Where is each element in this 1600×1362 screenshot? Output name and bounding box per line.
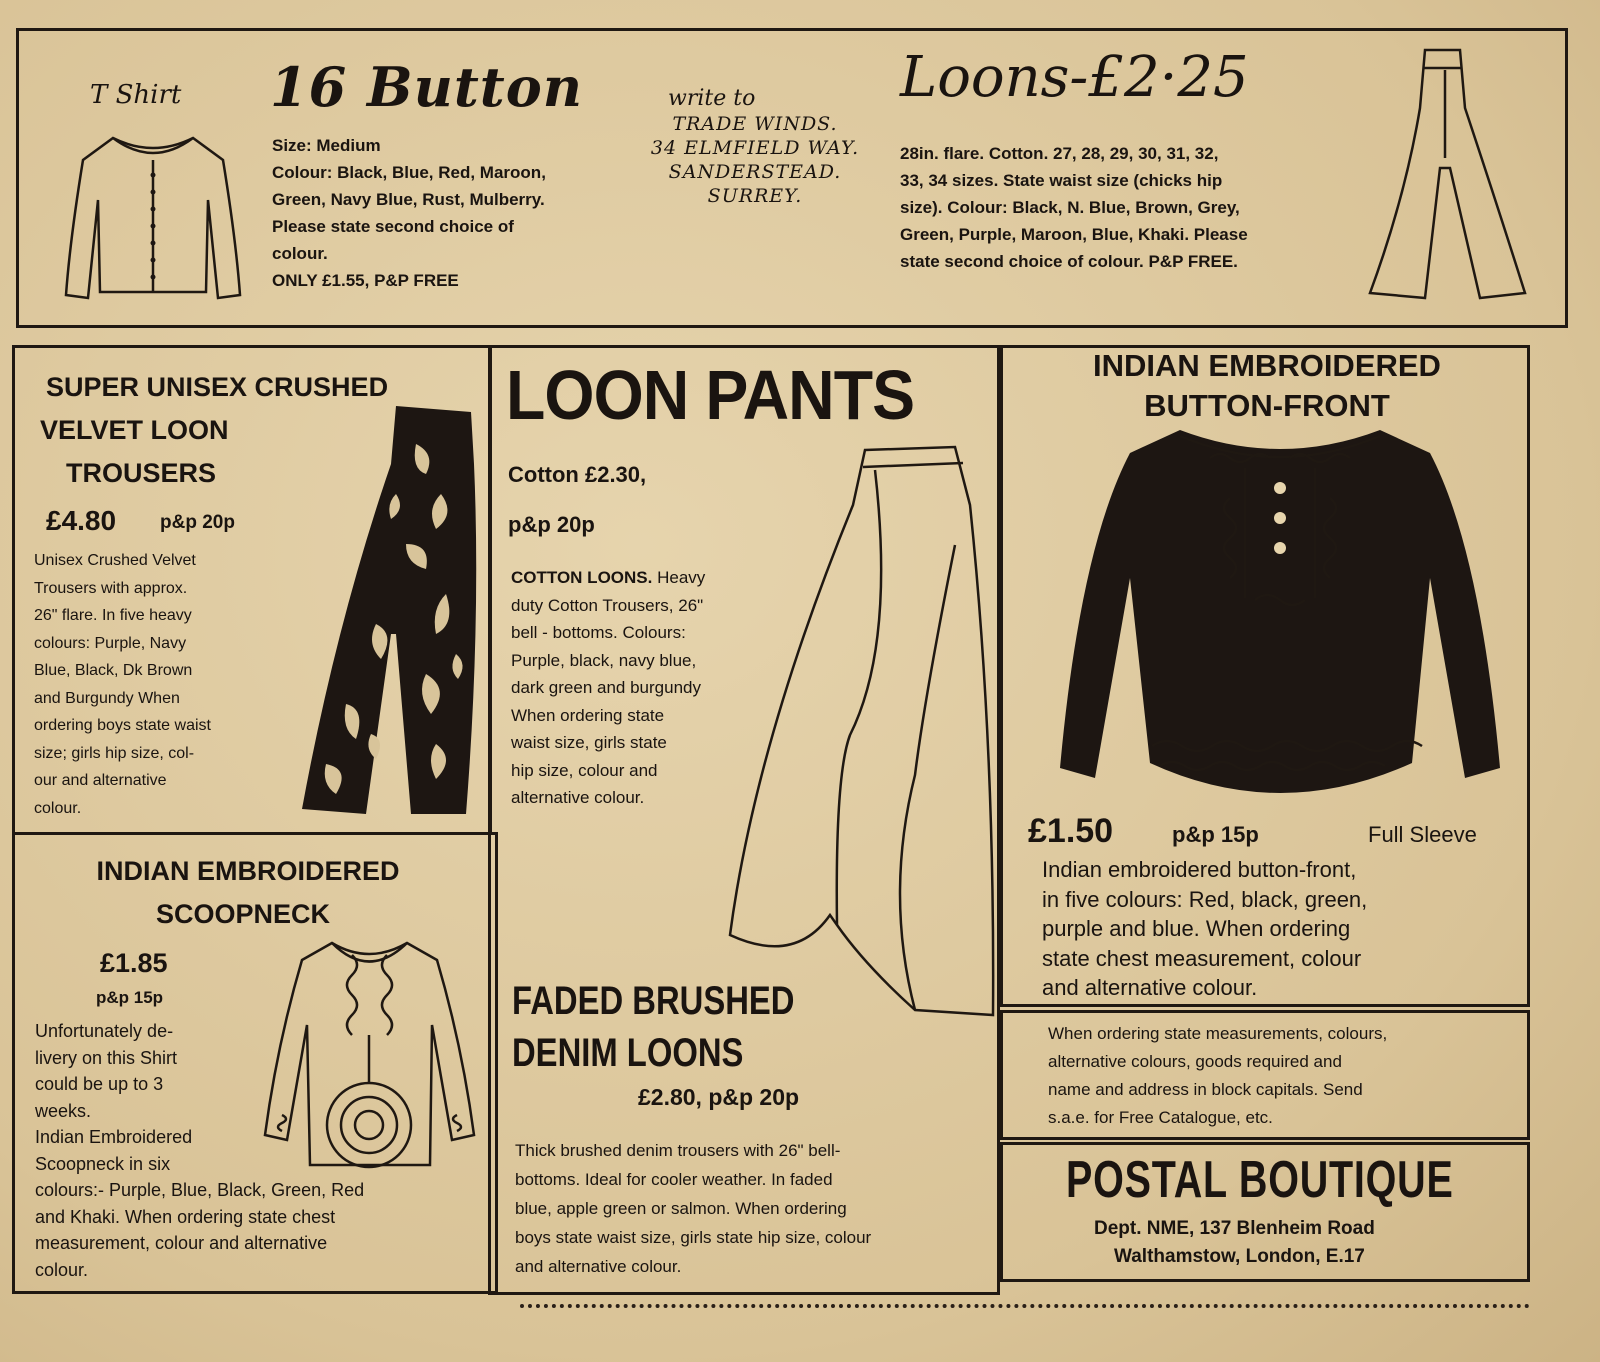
denim-title: [512, 975, 794, 1079]
button-front-pp: p&p 15p: [1172, 822, 1259, 847]
ordering-note-line: alternative colours, goods required and: [1048, 1052, 1342, 1071]
button-front-shirt-illustration: [1060, 428, 1500, 813]
scoopneck-body-line: Unfortunately de-: [35, 1021, 174, 1041]
write-to-label: write to: [668, 86, 756, 111]
denim-body-line: Thick brushed denim trousers with 26" bell-: [515, 1141, 841, 1160]
button-front-body-line: in five colours: Red, black, green,: [1042, 886, 1368, 912]
denim-title-line: DENIM LOONS: [512, 1031, 744, 1075]
button-front-body-line: and alternative colour.: [1042, 975, 1258, 1000]
loon-pants-body-line: waist size, girls state: [511, 733, 667, 752]
loon-pants-price: Cotton £2.30,: [508, 462, 647, 487]
postal-boutique-name: POSTAL BOUTIQUE: [1066, 1151, 1454, 1209]
denim-body: [515, 1136, 993, 1281]
loon-pants-body-line: alternative colour.: [511, 788, 645, 807]
velvet-body-line: colour.: [34, 799, 82, 817]
loon-pants-illustration: [725, 445, 1000, 1025]
scoopneck-body-line: measurement, colour and alternative: [35, 1233, 328, 1253]
mail-address: [640, 112, 870, 208]
loon-pants-body-line: When ordering state: [511, 705, 665, 725]
scoopneck-title-line: INDIAN EMBROIDERED: [96, 856, 400, 886]
button-front-title-line: BUTTON-FRONT: [1144, 388, 1390, 423]
postal-boutique-address-2: Walthamstow, London, E.17: [1114, 1246, 1365, 1267]
button-detail-line: Green, Navy Blue, Rust, Mulberry.: [272, 190, 545, 209]
loons-detail-line: 33, 34 sizes. State waist size (chicks hip: [900, 171, 1223, 190]
loons-title: Loons-£2·25: [900, 45, 1249, 110]
loon-pants-body-line: Heavy: [657, 568, 706, 587]
button-front-price: £1.50: [1028, 812, 1114, 850]
scoopneck-body-line: could be up to 3: [35, 1074, 164, 1094]
velvet-body-line: Trousers with approx.: [34, 579, 188, 597]
loons-detail-line: state second choice of colour. P&P FREE.: [900, 252, 1238, 271]
loon-pants-body-lead: COTTON LOONS.: [511, 568, 653, 587]
scoopneck-body-line: Scoopneck in six: [35, 1153, 171, 1174]
button-detail-line: Please state second choice of: [272, 217, 514, 236]
velvet-body-line: Blue, Black, Dk Brown: [34, 662, 193, 679]
denim-body-line: bottoms. Ideal for cooler weather. In faded: [515, 1170, 833, 1189]
loons-detail-line: Green, Purple, Maroon, Blue, Khaki. Please: [900, 225, 1248, 244]
loon-pants-title: LOON PANTS: [506, 356, 915, 434]
velvet-price: £4.80: [46, 505, 117, 536]
loon-pants-body-line: dark green and burgundy: [511, 678, 701, 697]
velvet-title-line: TROUSERS: [66, 458, 217, 488]
button-front-body-line: Indian embroidered button-front,: [1042, 857, 1357, 882]
velvet-body: [34, 547, 270, 822]
denim-title-line: FADED BRUSHED: [512, 979, 795, 1023]
scoopneck-shirt-illustration: [262, 935, 477, 1175]
button-detail-line: Size: Medium: [272, 136, 381, 155]
button-front-title-line: INDIAN EMBROIDERED: [1093, 348, 1441, 383]
scoopneck-price: £1.85: [100, 948, 168, 978]
denim-body-line: and alternative colour.: [515, 1257, 682, 1276]
ordering-note: [1048, 1020, 1500, 1132]
loon-pants-body-line: bell - bottoms. Colours:: [511, 623, 686, 642]
ordering-note-line: name and address in block capitals. Send: [1048, 1080, 1363, 1099]
denim-price: £2.80, p&p 20p: [638, 1084, 800, 1110]
button-front-sleeve: Full Sleeve: [1368, 822, 1477, 847]
button-front-body-line: purple and blue. When ordering: [1042, 916, 1351, 941]
scoopneck-pp: p&p 15p: [96, 988, 164, 1007]
ordering-note-line: When ordering state measurements, colours,: [1048, 1024, 1388, 1043]
velvet-title-line: VELVET LOON: [40, 415, 229, 445]
scoopneck-body-line: Indian Embroidered: [35, 1127, 193, 1147]
velvet-body-line: 26" flare. In five heavy: [34, 607, 192, 624]
denim-body-line: boys state waist size, girls state hip size, colour: [515, 1228, 872, 1247]
ordering-note-line: s.a.e. for Free Catalogue, etc.: [1048, 1108, 1273, 1127]
address-line: SURREY.: [707, 185, 803, 207]
scoopneck-body-wide: [35, 1177, 467, 1283]
scoopneck-title-line: SCOOPNECK: [155, 899, 331, 929]
scoopneck-body-line: and Khaki. When ordering state chest: [35, 1206, 336, 1227]
tshirt-label: T Shirt: [90, 80, 182, 110]
scoopneck-body-line: colour.: [35, 1259, 89, 1280]
velvet-body-line: ordering boys state waist: [34, 717, 211, 734]
scoopneck-title: [48, 850, 448, 936]
loon-pants-body-line: duty Cotton Trousers, 26": [511, 595, 704, 615]
button-title: 16 Button: [270, 55, 584, 119]
scoopneck-body-line: livery on this Shirt: [35, 1047, 178, 1068]
velvet-body-line: colours: Purple, Navy: [34, 634, 187, 652]
bottom-perforation: [520, 1304, 1530, 1308]
tshirt-illustration: [58, 120, 248, 305]
button-front-body-line: state chest measurement, colour: [1042, 945, 1362, 971]
button-front-title: [1012, 346, 1522, 426]
button-front-body: [1042, 855, 1507, 1003]
loon-pants-body-line: hip size, colour and: [511, 760, 658, 780]
loon-pants-body-line: Purple, black, navy blue,: [511, 650, 697, 670]
velvet-trousers-illustration: [296, 404, 486, 824]
loon-pants-pp: p&p 20p: [508, 512, 595, 537]
velvet-body-line: size; girls hip size, col-: [34, 744, 195, 762]
velvet-body-line: our and alternative: [34, 772, 167, 789]
velvet-body-line: and Burgundy When: [34, 689, 180, 707]
address-line: SANDERSTEAD.: [668, 161, 842, 183]
scoopneck-body-line: colours:- Purple, Blue, Black, Green, Red: [35, 1180, 365, 1200]
scoopneck-body-narrow: [35, 1018, 247, 1177]
loons-detail-line: size). Colour: Black, N. Blue, Brown, Grey,: [900, 198, 1240, 217]
velvet-body-line: Unisex Crushed Velvet: [34, 552, 196, 569]
loons-details: [900, 140, 1248, 275]
loons-detail-line: 28in. flare. Cotton. 27, 28, 29, 30, 31, 32,: [900, 144, 1219, 163]
denim-body-line: blue, apple green or salmon. When ordering: [515, 1199, 847, 1218]
address-line: 34 ELMFIELD WAY.: [650, 137, 860, 159]
flared-trousers-illustration: [1365, 48, 1535, 303]
velvet-title-line: SUPER UNISEX CRUSHED: [46, 372, 389, 402]
velvet-pp: p&p 20p: [160, 512, 235, 533]
address-line: TRADE WINDS.: [672, 113, 838, 135]
scoopneck-body-line: weeks.: [35, 1100, 92, 1121]
button-detail-line: Colour: Black, Blue, Red, Maroon,: [272, 163, 546, 182]
button-price: ONLY £1.55, P&P FREE: [272, 271, 459, 290]
postal-boutique-address-1: Dept. NME, 137 Blenheim Road: [1094, 1218, 1375, 1239]
button-details: [272, 132, 546, 294]
button-detail-line: colour.: [272, 244, 328, 263]
